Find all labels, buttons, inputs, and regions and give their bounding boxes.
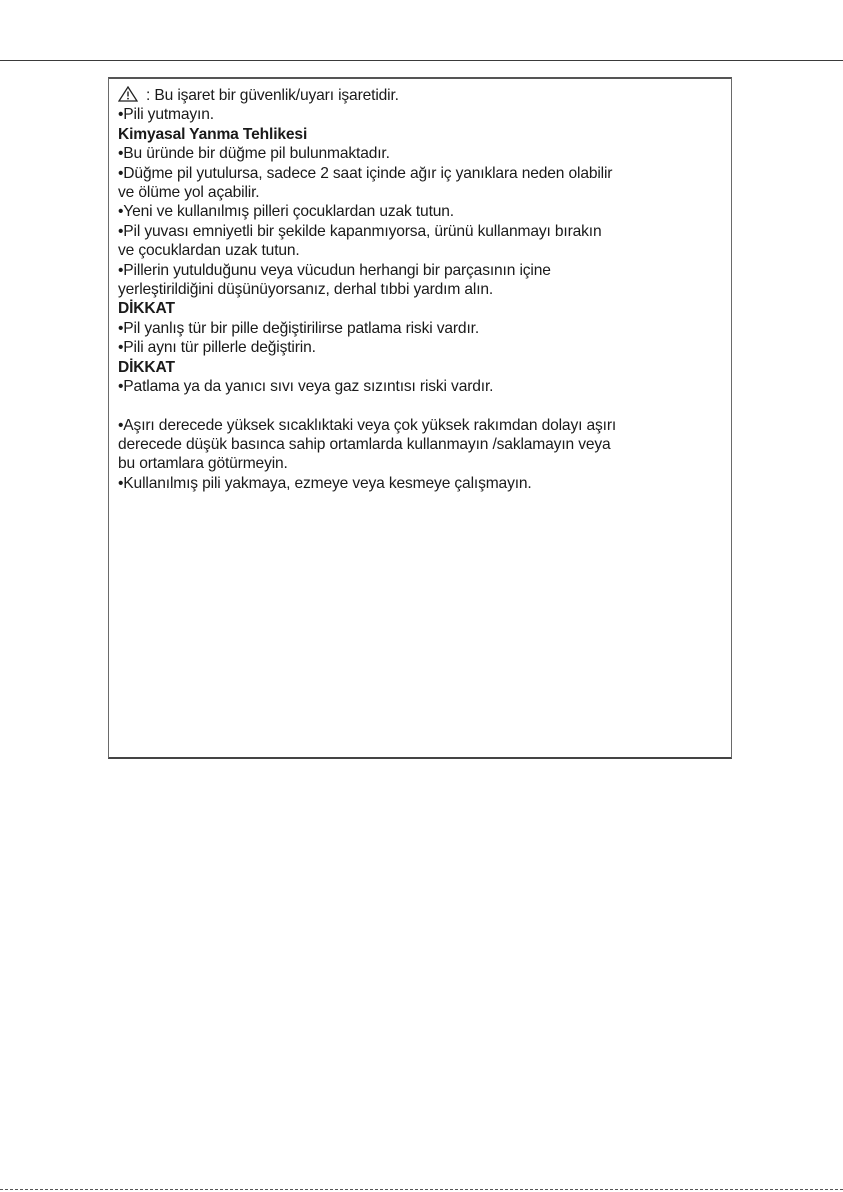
wrong-type-explosion-line: •Pil yanlış tür bir pille değiştirilirse patlama riski vardır. <box>118 319 479 337</box>
do-not-swallow-line: •Pili yutmayın. <box>118 106 214 124</box>
replace-same-type-line: •Pili aynı tür pillerle değiştirin. <box>118 339 316 357</box>
extreme-conditions-line: •Aşırı derecede yüksek sıcaklıktaki veya çok yüksek rakımdan dolayı aşırı <box>118 416 617 434</box>
caution-heading-1: DİKKAT <box>118 300 175 318</box>
do-not-burn-crush-line: •Kullanılmış pili yakmaya, ezmeye veya kesmeye çalışmayın. <box>118 474 532 492</box>
seek-medical-line: •Pillerin yutulduğunu veya vücudun herhangi bir parçasının içine <box>118 261 551 279</box>
battery-safety-warning-box <box>108 77 732 759</box>
paragraph-gap <box>118 397 725 416</box>
swallow-burns-line-cont: ve ölüme yol açabilir. <box>118 184 260 202</box>
header-divider <box>0 60 843 61</box>
swallow-burns-line: •Düğme pil yutulursa, sadece 2 saat içinde ağır iç yanıklara neden olabilir <box>118 164 613 182</box>
warning-triangle-icon <box>118 86 138 102</box>
safety-symbol-line <box>118 86 725 105</box>
compartment-not-secure-line-cont: ve çocuklardan uzak tutun. <box>118 242 300 260</box>
keep-away-children-line: •Yeni ve kullanılmış pilleri çocuklardan uzak tutun. <box>118 203 454 221</box>
compartment-not-secure-line: •Pil yuvası emniyetli bir şekilde kapanmıyorsa, ürünü kullanmayı bırakın <box>118 222 602 240</box>
seek-medical-line-cont: yerleştirildiğini düşünüyorsanız, derhal tıbbi yardım alın. <box>118 281 494 299</box>
caution-heading-2: DİKKAT <box>118 358 175 376</box>
footer-divider <box>0 1189 843 1190</box>
chemical-burn-heading: Kimyasal Yanma Tehlikesi <box>118 125 308 143</box>
safety-symbol-text: : Bu işaret bir güvenlik/uyarı işaretidir. <box>146 87 399 104</box>
extreme-conditions-line-cont-1: derecede düşük basınca sahip ortamlarda kullanmayın /saklamayın veya <box>118 435 611 453</box>
extreme-conditions-line-cont-2: bu ortamlara götürmeyin. <box>118 455 288 473</box>
button-battery-line: •Bu üründe bir düğme pil bulunmaktadır. <box>118 145 390 163</box>
explosion-leak-risk-line: •Patlama ya da yanıcı sıvı veya gaz sızıntısı riski vardır. <box>118 378 494 396</box>
